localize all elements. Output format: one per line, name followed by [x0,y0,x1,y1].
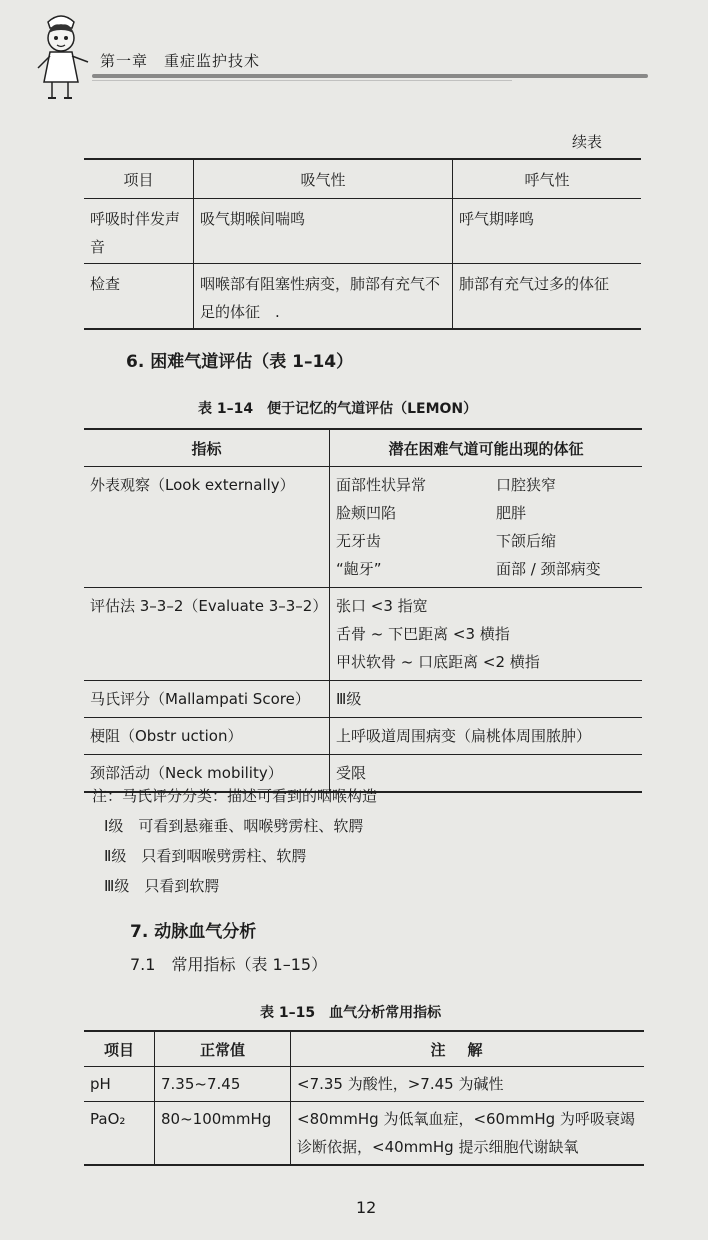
table-caption: 表 1–15 血气分析常用指标 [260,1005,442,1021]
table-cell: 外表观察（Look externally） [84,467,330,588]
table-header-cell: 呼气性 [453,159,642,199]
list-item: 无牙齿 [336,532,382,550]
table-cell: 7.35~7.45 [155,1067,291,1102]
table-caption: 表 1–14 便于记忆的气道评估（LEMON） [198,401,478,417]
table-cell [330,588,643,681]
table-row [84,588,642,681]
table-cell: 咽喉部有阻塞性病变，肺部有充气不足的体征 . [194,264,453,330]
table-cell: 吸气期喉间喘鸣 [194,199,453,264]
table-header-row [84,429,642,467]
table-header-cell: 项目 [84,1031,155,1067]
table-header-cell: 注解 [291,1031,645,1067]
table-header-cell: 指标 [84,429,330,467]
table-row [84,1067,644,1102]
table-cell: 检查 [84,264,194,330]
table-header-cell: 吸气性 [194,159,453,199]
table-cell: 受限 [330,755,643,793]
list-item: 甲状软骨 ~ 口底距离 <2 横指 [336,653,540,671]
table-cell: 评估法 3–3–2（Evaluate 3–3–2） [84,588,330,681]
table-row [84,1102,644,1166]
header-rule-thin [92,80,512,81]
table-cell: 呼气期哮鸣 [453,199,642,264]
note-line: Ⅰ级 可看到悬雍垂、咽喉劈雳柱、软腭 [104,817,364,835]
table-cell: 上呼吸道周围病变（扁桃体周围脓肿） [330,718,643,755]
list-item: 脸颊凹陷 [336,504,397,522]
table-cell: 梗阻（Obstr uction） [84,718,330,755]
note-line: 注：马氏评分分类：描述可看到的咽喉构造 [92,787,378,805]
lemon-airway-table [84,428,642,793]
table-row [84,681,642,718]
table-row [84,467,642,588]
list-item: “龅牙” [336,560,382,578]
table-cell: PaO₂ [84,1102,155,1166]
table-cell: 呼吸时伴发声音 [84,199,194,264]
header-rule [92,74,648,78]
table-cell: pH [84,1067,155,1102]
table-header-cell: 项目 [84,159,194,199]
table-header-row [84,1031,644,1067]
list-item: 面部性状异常 [336,476,427,494]
table-cell: Ⅲ级 [330,681,643,718]
table-header-row [84,159,641,199]
breathing-sound-table [84,158,641,330]
list-item: 舌骨 ~ 下巴距离 <3 横指 [336,625,510,643]
note-line: Ⅱ级 只看到咽喉劈雳柱、软腭 [104,847,307,865]
continued-label: 续表 [572,133,603,151]
nurse-mascot-icon [30,8,92,104]
page-number: 12 [356,1198,377,1217]
table-cell: 马氏评分（Mallampati Score） [84,681,330,718]
table-row [84,199,641,264]
table-cell [330,467,643,588]
list-item: 下颌后缩 [496,532,557,550]
table-row [84,718,642,755]
section-heading: 6. 困难气道评估（表 1–14） [126,352,354,372]
blood-gas-table [84,1030,644,1166]
list-item: 口腔狭窄 [496,476,557,494]
sign-list [336,471,636,583]
table-cell: 80~100mmHg [155,1102,291,1166]
table-cell: <7.35 为酸性，>7.45 为碱性 [291,1067,645,1102]
table-cell: <80mmHg 为低氧血症，<60mmHg 为呼吸衰竭诊断依据，<40mmHg 提示细胞代谢缺氧 [291,1102,645,1166]
subsection-heading: 7.1 常用指标（表 1–15） [130,955,328,974]
table-header-cell: 潜在困难气道可能出现的体征 [330,429,643,467]
list-item: 张口 <3 指宽 [336,597,428,615]
table-row [84,264,641,330]
section-heading: 7. 动脉血气分析 [130,922,257,942]
list-item: 肥胖 [496,504,527,522]
table-cell: 颈部活动（Neck mobility） [84,755,330,793]
chapter-header: 第一章 重症监护技术 [100,52,261,70]
list-item: 面部 / 颈部病变 [496,560,601,578]
table-header-cell: 正常值 [155,1031,291,1067]
table-cell: 肺部有充气过多的体征 [453,264,642,330]
note-line: Ⅲ级 只看到软腭 [104,877,220,895]
